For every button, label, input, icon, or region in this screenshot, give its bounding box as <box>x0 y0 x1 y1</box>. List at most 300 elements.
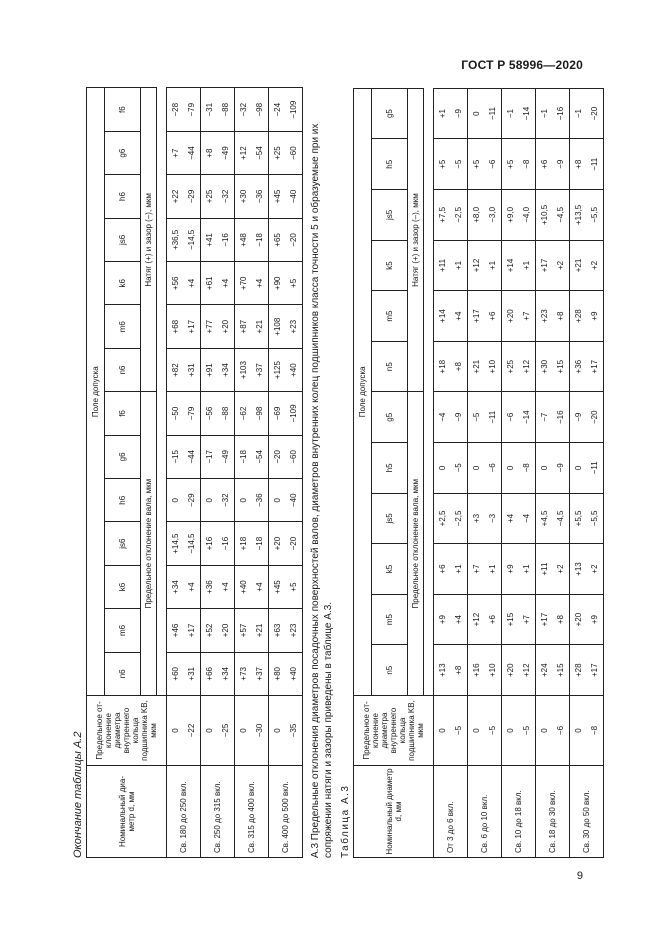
table-cell: −14,5 <box>184 218 201 261</box>
tolerance-col-header: n5 <box>372 645 408 696</box>
table-cell: −14 <box>519 392 536 443</box>
table-cell: +8 <box>570 139 587 190</box>
tolerance-col-header: k6 <box>105 262 141 305</box>
table-cell: −50 <box>167 392 184 435</box>
table-cell: +25 <box>201 175 218 218</box>
table-cell: −32 <box>235 88 252 131</box>
table-cell: +40 <box>286 348 303 391</box>
table-a2-caption: Окончание таблицы А.2 <box>72 731 84 858</box>
table-cell: +5,5 <box>570 493 587 544</box>
table-a3 <box>353 88 604 858</box>
table-cell: +10,5 <box>536 190 553 241</box>
table-cell: +77 <box>201 305 218 348</box>
table-cell: +4,5 <box>536 493 553 544</box>
table-cell: +22 <box>167 175 184 218</box>
table-cell: +1 <box>485 544 502 595</box>
tolerance-col-header: js6 <box>105 218 141 261</box>
kv-value: 0 <box>201 696 218 766</box>
table-cell: +2 <box>587 240 604 291</box>
table-cell: +13 <box>434 645 451 696</box>
table-cell: +13 <box>570 544 587 595</box>
table-cell: −1 <box>502 88 519 139</box>
table-cell: +12 <box>519 341 536 392</box>
table-cell: +103 <box>235 348 252 391</box>
table-cell: +6 <box>485 291 502 342</box>
kv-value: −8 <box>587 696 604 766</box>
table-cell: −40 <box>286 175 303 218</box>
table-cell: +21 <box>468 341 485 392</box>
table-cell: −6 <box>485 139 502 190</box>
table-row <box>286 88 303 858</box>
table-cell: +82 <box>167 348 184 391</box>
table-cell: +21 <box>252 305 269 348</box>
table-cell: −4 <box>434 392 451 443</box>
table-cell: 0 <box>235 479 252 522</box>
table-row <box>434 88 451 857</box>
tolerance-col-header: h6 <box>105 479 141 522</box>
table-cell: +17 <box>184 609 201 652</box>
table-cell: +4 <box>218 565 235 608</box>
table-cell: −44 <box>184 435 201 478</box>
table-cell: +4 <box>451 594 468 645</box>
table-cell: −20 <box>587 88 604 139</box>
kv-value: 0 <box>570 696 587 766</box>
table-cell: +21 <box>252 609 269 652</box>
table-cell: −2,5 <box>451 190 468 241</box>
table-cell: +6 <box>536 139 553 190</box>
table-cell: −9 <box>451 88 468 139</box>
table-cell: +70 <box>235 262 252 305</box>
rotated-content <box>70 88 620 858</box>
table-row <box>553 88 570 857</box>
page-number: 9 <box>576 870 583 882</box>
table-cell: +2 <box>553 544 570 595</box>
table-cell: +1 <box>434 88 451 139</box>
table-cell: +60 <box>167 652 184 695</box>
table-row <box>587 88 604 857</box>
table-cell: +28 <box>570 291 587 342</box>
table-cell: −3 <box>485 493 502 544</box>
table-cell: +3 <box>468 493 485 544</box>
tolerance-field-header: Поле допуска <box>354 88 372 695</box>
table-cell: +25 <box>502 341 519 392</box>
nominal-diameter-header: Номинальный диа-метр d, мм <box>87 766 167 858</box>
table-cell: +8 <box>553 594 570 645</box>
table-cell: +46 <box>167 609 184 652</box>
table-cell: +8,0 <box>468 190 485 241</box>
table-cell: −6 <box>502 392 519 443</box>
kv-value: −6 <box>553 696 570 766</box>
table-cell: +9 <box>587 291 604 342</box>
table-cell: −29 <box>184 479 201 522</box>
tolerance-col-header: g6 <box>105 435 141 478</box>
tolerance-col-header: g6 <box>105 131 141 174</box>
table-cell: +56 <box>167 262 184 305</box>
table-row <box>184 88 201 858</box>
table-row <box>201 88 218 858</box>
table-cell: 0 <box>536 443 553 494</box>
row-label: Св. 18 до 30 вкл. <box>536 766 570 858</box>
table-cell: −9 <box>553 139 570 190</box>
table-cell: −18 <box>235 435 252 478</box>
table-cell: +17 <box>587 645 604 696</box>
table-cell: +5 <box>468 139 485 190</box>
kv-value: −5 <box>519 696 536 766</box>
table-cell: 0 <box>434 443 451 494</box>
table-cell: +20 <box>502 291 519 342</box>
table-cell: +5 <box>286 565 303 608</box>
table-a3-caption: Таблица А.3 <box>340 784 351 858</box>
table-cell: +17 <box>587 341 604 392</box>
table-cell: +12 <box>235 131 252 174</box>
table-cell: +8 <box>553 291 570 342</box>
table-cell: +11 <box>536 544 553 595</box>
table-cell: +63 <box>269 609 286 652</box>
table-cell: −8 <box>519 139 536 190</box>
table-cell: −4,5 <box>553 493 570 544</box>
table-cell: −18 <box>252 218 269 261</box>
table-cell: +8 <box>451 341 468 392</box>
table-cell: +15 <box>553 341 570 392</box>
table-row <box>519 88 536 857</box>
table-cell: +7 <box>468 544 485 595</box>
table-cell: −16 <box>218 522 235 565</box>
row-label: От 3 до 6 вкл. <box>434 766 468 858</box>
tolerance-col-header: g5 <box>372 88 408 139</box>
table-cell: −98 <box>252 88 269 131</box>
table-cell: +20 <box>269 522 286 565</box>
table-cell: −40 <box>286 479 303 522</box>
table-cell: +9 <box>502 544 519 595</box>
tolerance-col-header: js5 <box>372 493 408 544</box>
table-cell: +10 <box>485 341 502 392</box>
table-cell: −17 <box>201 435 218 478</box>
table-cell: +68 <box>167 305 184 348</box>
table-cell: −56 <box>201 392 218 435</box>
table-cell: −29 <box>184 175 201 218</box>
table-cell: +2 <box>587 544 604 595</box>
table-cell: −79 <box>184 88 201 131</box>
shaft-dev-header: Предельное отклонение вала, мкм <box>408 392 424 696</box>
table-cell: +5 <box>286 262 303 305</box>
row-label: Св. 30 до 50 вкл. <box>570 766 604 858</box>
table-cell: −7 <box>536 392 553 443</box>
table-cell: −2,5 <box>451 493 468 544</box>
table-cell: −69 <box>269 392 286 435</box>
table-cell: +6 <box>485 594 502 645</box>
row-label: Св. 180 до 250 вкл. <box>167 766 201 858</box>
table-cell: +1 <box>451 544 468 595</box>
tolerance-col-header: h5 <box>372 139 408 190</box>
table-cell: +10 <box>485 645 502 696</box>
table-cell: −20 <box>286 522 303 565</box>
table-cell: +12 <box>468 240 485 291</box>
table-cell: −11 <box>587 139 604 190</box>
tolerance-col-header: n6 <box>105 652 141 695</box>
shaft-dev-header: Предельное отклонение вала, мкм <box>141 392 157 696</box>
table-cell: +17 <box>184 305 201 348</box>
table-cell: +1 <box>519 544 536 595</box>
table-cell: −32 <box>218 175 235 218</box>
table-cell: −88 <box>218 392 235 435</box>
tolerance-col-header: f6 <box>105 88 141 131</box>
table-cell: −15 <box>167 435 184 478</box>
kv-value: 0 <box>434 696 451 766</box>
tolerance-col-header: k6 <box>105 565 141 608</box>
table-cell: +14 <box>434 291 451 342</box>
table-cell: +18 <box>434 341 451 392</box>
table-cell: −31 <box>201 88 218 131</box>
table-row <box>536 88 553 857</box>
fit-header: Натяг (+) и зазор (–), мкм <box>408 88 424 392</box>
table-cell: −98 <box>252 392 269 435</box>
table-cell: +17 <box>536 240 553 291</box>
table-cell: +5 <box>502 139 519 190</box>
table-cell: −5 <box>468 392 485 443</box>
table-cell: +23 <box>286 609 303 652</box>
table-cell: +25 <box>269 131 286 174</box>
table-cell: +61 <box>201 262 218 305</box>
table-cell: +73 <box>235 652 252 695</box>
table-row <box>167 88 184 858</box>
tolerance-col-header: n6 <box>105 348 141 391</box>
table-cell: +4 <box>252 565 269 608</box>
table-a2 <box>86 87 303 858</box>
tolerance-col-header: m6 <box>105 609 141 652</box>
table-cell: +18 <box>235 522 252 565</box>
table-cell: +48 <box>235 218 252 261</box>
table-cell: −5 <box>451 443 468 494</box>
table-cell: +7 <box>167 131 184 174</box>
table-cell: +34 <box>218 652 235 695</box>
paragraph-a3: А.3 Предельные отклонения диаметров посадочных поверхностей валов, диаметров внутренних колец подшипников класса точности 5 и образуемые при их сопряжении натяги и зазоры приведены в таблице А.3. <box>310 123 334 858</box>
table-cell: −54 <box>252 131 269 174</box>
table-cell: +37 <box>252 348 269 391</box>
table-cell: −60 <box>286 131 303 174</box>
table-cell: −54 <box>252 435 269 478</box>
table-cell: −11 <box>587 443 604 494</box>
table-cell: +40 <box>286 652 303 695</box>
table-cell: +41 <box>201 218 218 261</box>
tolerance-col-header: h6 <box>105 175 141 218</box>
table-cell: +30 <box>536 341 553 392</box>
table-cell: −11 <box>485 392 502 443</box>
table-cell: −8 <box>519 443 536 494</box>
fit-header: Натяг (+) и зазор (–), мкм <box>141 88 157 392</box>
table-cell: +14 <box>502 240 519 291</box>
table-row <box>269 88 286 858</box>
table-row <box>451 88 468 857</box>
table-cell: 0 <box>167 479 184 522</box>
kv-value: 0 <box>536 696 553 766</box>
table-cell: +4 <box>184 565 201 608</box>
table-cell: +20 <box>502 645 519 696</box>
table-cell: +45 <box>269 565 286 608</box>
kv-value: 0 <box>235 696 252 766</box>
table-cell: 0 <box>269 479 286 522</box>
table-cell: −79 <box>184 392 201 435</box>
table-cell: +36,5 <box>167 218 184 261</box>
table-cell: +31 <box>184 652 201 695</box>
table-cell: −16 <box>553 392 570 443</box>
kv-value: 0 <box>468 696 485 766</box>
row-label: Св. 250 до 315 вкл. <box>201 766 235 858</box>
table-cell: +5 <box>434 139 451 190</box>
tolerance-col-header: k5 <box>372 544 408 595</box>
table-cell: +20 <box>570 594 587 645</box>
kv-value: −35 <box>286 696 303 766</box>
table-cell: +20 <box>218 609 235 652</box>
table-cell: 0 <box>201 479 218 522</box>
table-cell: +9 <box>434 594 451 645</box>
table-cell: 0 <box>468 88 485 139</box>
table-cell: +52 <box>201 609 218 652</box>
table-cell: +15 <box>553 645 570 696</box>
table-cell: +108 <box>269 305 286 348</box>
table-cell: +2 <box>553 240 570 291</box>
row-label: Св. 6 до 10 вкл. <box>468 766 502 858</box>
table-cell: +90 <box>269 262 286 305</box>
tolerance-col-header: h5 <box>372 443 408 494</box>
table-cell: −36 <box>252 479 269 522</box>
table-cell: +87 <box>235 305 252 348</box>
table-cell: +1 <box>485 240 502 291</box>
table-cell: −6 <box>485 443 502 494</box>
table-row <box>502 88 519 857</box>
table-cell: +4 <box>184 262 201 305</box>
table-cell: −16 <box>218 218 235 261</box>
kv-value: −5 <box>485 696 502 766</box>
table-cell: +13,5 <box>570 190 587 241</box>
tolerance-col-header: k5 <box>372 240 408 291</box>
table-cell: +9 <box>587 594 604 645</box>
table-cell: +16 <box>468 645 485 696</box>
kv-value: 0 <box>167 696 184 766</box>
standard-header: ГОСТ Р 58996—2020 <box>461 58 583 72</box>
kv-value: −30 <box>252 696 269 766</box>
table-cell: +16 <box>201 522 218 565</box>
table-cell: −1 <box>536 88 553 139</box>
tolerance-field-header: Поле допуска <box>87 88 105 696</box>
table-cell: −28 <box>167 88 184 131</box>
table-cell: 0 <box>502 443 519 494</box>
kv-value: −22 <box>184 696 201 766</box>
table-cell: 0 <box>468 443 485 494</box>
table-cell: +4 <box>502 493 519 544</box>
table-cell: −36 <box>252 175 269 218</box>
table-cell: +12 <box>519 645 536 696</box>
table-cell: +30 <box>235 175 252 218</box>
table-cell: +1 <box>451 240 468 291</box>
table-cell: +37 <box>252 652 269 695</box>
table-cell: +21 <box>570 240 587 291</box>
table-cell: +8 <box>451 645 468 696</box>
table-cell: +23 <box>286 305 303 348</box>
table-cell: −60 <box>286 435 303 478</box>
kv-value: −5 <box>451 696 468 766</box>
table-cell: +7 <box>519 594 536 645</box>
table-cell: +34 <box>218 348 235 391</box>
table-row <box>485 88 502 857</box>
tolerance-col-header: js6 <box>105 522 141 565</box>
table-cell: −32 <box>218 479 235 522</box>
row-label: Св. 400 до 500 вкл. <box>269 766 303 858</box>
table-cell: −3,0 <box>485 190 502 241</box>
table-cell: 0 <box>570 443 587 494</box>
table-cell: +45 <box>269 175 286 218</box>
table-cell: −9 <box>553 443 570 494</box>
table-cell: −109 <box>286 88 303 131</box>
tolerance-col-header: m5 <box>372 594 408 645</box>
table-row <box>218 88 235 858</box>
table-cell: −5,5 <box>587 493 604 544</box>
tolerance-col-header: g5 <box>372 392 408 443</box>
table-cell: −20 <box>286 218 303 261</box>
table-cell: −9 <box>451 392 468 443</box>
table-cell: +91 <box>201 348 218 391</box>
table-cell: −49 <box>218 131 235 174</box>
table-cell: +1 <box>519 240 536 291</box>
table-cell: +125 <box>269 348 286 391</box>
table-cell: +28 <box>570 645 587 696</box>
tolerance-col-header: js5 <box>372 190 408 241</box>
table-cell: +80 <box>269 652 286 695</box>
table-cell: −9 <box>570 392 587 443</box>
table-cell: +57 <box>235 609 252 652</box>
table-cell: −1 <box>570 88 587 139</box>
table-row <box>570 88 587 857</box>
tolerance-col-header: f6 <box>105 392 141 435</box>
table-cell: +7,5 <box>434 190 451 241</box>
table-cell: −14 <box>519 88 536 139</box>
table-cell: −44 <box>184 131 201 174</box>
table-row <box>468 88 485 857</box>
nominal-diameter-header: Номинальный диаметр d, мм <box>354 766 434 858</box>
table-cell: +36 <box>570 341 587 392</box>
table-cell: −4 <box>519 493 536 544</box>
table-cell: +24 <box>536 645 553 696</box>
table-cell: +6 <box>434 544 451 595</box>
table-row <box>235 88 252 858</box>
table-cell: −20 <box>269 435 286 478</box>
table-cell: −5 <box>451 139 468 190</box>
row-label: Св. 10 до 18 вкл. <box>502 766 536 858</box>
table-cell: +2,5 <box>434 493 451 544</box>
table-cell: +14,5 <box>167 522 184 565</box>
table-cell: +8 <box>201 131 218 174</box>
table-cell: +34 <box>167 565 184 608</box>
table-cell: +20 <box>218 305 235 348</box>
table-cell: +65 <box>269 218 286 261</box>
table-cell: −4,5 <box>553 190 570 241</box>
tolerance-col-header: m5 <box>372 291 408 342</box>
inner-ring-dev-header: Предельное от-клонение диаметра внутреннего кольца подшипника KB, мкм <box>354 696 434 766</box>
table-cell: +12 <box>468 594 485 645</box>
table-row <box>252 88 269 858</box>
table-cell: +66 <box>201 652 218 695</box>
tolerance-col-header: m6 <box>105 305 141 348</box>
table-cell: +4 <box>451 291 468 342</box>
tolerance-col-header: n5 <box>372 341 408 392</box>
table-cell: −18 <box>252 522 269 565</box>
table-cell: −5,5 <box>587 190 604 241</box>
table-cell: +17 <box>468 291 485 342</box>
table-cell: +36 <box>201 565 218 608</box>
kv-value: −25 <box>218 696 235 766</box>
table-cell: −24 <box>269 88 286 131</box>
table-cell: −109 <box>286 392 303 435</box>
table-cell: −16 <box>553 88 570 139</box>
